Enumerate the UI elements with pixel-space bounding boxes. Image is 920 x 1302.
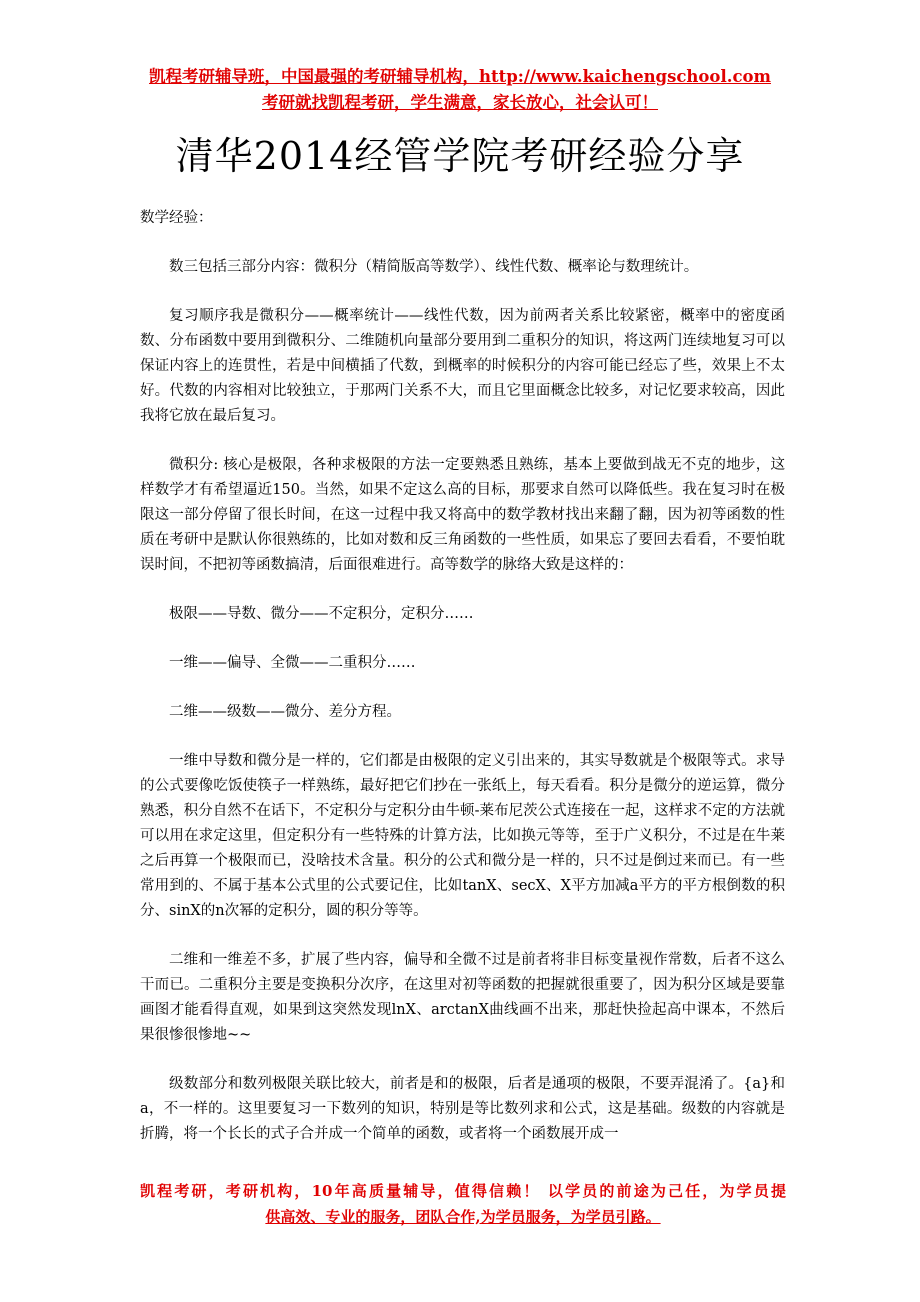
footer-slogan-line-2-text: 供高效、专业的服务，团队合作,为学员服务，为学员引路。	[265, 1208, 661, 1226]
page-footer	[140, 1178, 786, 1230]
footer-slogan-line-2	[140, 1204, 786, 1230]
paragraph-series: 级数部分和数列极限关联比较大，前者是和的极限，后者是通项的极限，不要弄混淆了。{a}和a，不一样的。这里要复习一下数列的知识，特别是等比数列求和公式，这是基础。级数的内容就是折腾，将一个长长的式子合并成一个简单的函数，或者将一个函数展开成一	[140, 1076, 785, 1142]
paragraph-calculus: 微积分: 核心是极限，各种求极限的方法一定要熟悉且熟练，基本上要做到战无不克的地步，这样数学才有希望逼近150。当然，如果不定这么高的目标，那要求自然可以降低些。我在复习时在极限这一部分停留了很长时间，在这一过程中我又将高中的数学教材找出来翻了翻，因为初等函数的性质在考研中是默认你很熟练的，比如对数和反三角函数的一些性质，如果忘了要回去看看，不要怕耽误时间，不把初等函数搞清，后面很难进行。高等数学的脉络大致是这样的：	[140, 457, 785, 573]
header-slogan-line-2: 考研就找凯程考研，学生满意，家长放心，社会认可！	[262, 93, 658, 112]
paragraph-review-order: 复习顺序我是微积分——概率统计——线性代数，因为前两者关系比较紧密，概率中的密度函数、分布函数中要用到微积分、二维随机向量部分要用到二重积分的知识，将这两门连续地复习可以保证内容上的连贯性，若是中间横插了代数，到概率的时候积分的内容可能已经忘了些，效果上不太好。代数的内容相对比较独立，于那两门关系不大，而且它里面概念比较多，对记忆要求较高，因此我将它放在最后复习。	[140, 308, 785, 424]
paragraph-two-dimension: 二维和一维差不多，扩展了些内容，偏导和全微不过是前者将非目标变量视作常数，后者不这么干而已。二重积分主要是变换积分次序，在这里对初等函数的把握就很重要了，因为积分区域是要靠画图才能看得直观，如果到这突然发现lnX、arctanX曲线画不出来，那赶快捡起高中课本，不然后果很惨很惨地~~	[140, 952, 785, 1043]
section-heading-math: 数学经验：	[140, 210, 213, 226]
outline-line-2: 一维——偏导、全微——二重积分……	[169, 655, 416, 671]
paragraph-overview: 数三包括三部分内容：微积分（精简版高等数学）、线性代数、概率论与数理统计。	[169, 259, 699, 275]
paragraph-one-dimension: 一维中导数和微分是一样的，它们都是由极限的定义引出来的，其实导数就是个极限等式。求导的公式要像吃饭使筷子一样熟练，最好把它们抄在一张纸上，每天看看。积分是微分的逆运算，微分熟悉，积分自然不在话下，不定积分与定积分由牛顿-莱布尼茨公式连接在一起，这样求不定的方法就可以用在求定这里，但定积分有一些特殊的计算方法，比如换元等等，至于广义积分，不过是在牛莱之后再算一个极限而已，没啥技术含量。积分的公式和微分是一样的，只不过是倒过来而已。有一些常用到的、不属于基本公式里的公式要记住，比如tanX、secX、X平方加减a平方的平方根倒数的积分、sinX的n次幂的定积分，圆的积分等等。	[140, 753, 785, 919]
outline-line-1: 极限——导数、微分——不定积分，定积分……	[169, 606, 474, 622]
outline-line-3: 二维——级数——微分、差分方程。	[169, 704, 401, 720]
article-body	[140, 206, 785, 1147]
header-slogan-line-1[interactable]: 凯程考研辅导班，中国最强的考研辅导机构，http://www.kaichengschool.com	[149, 67, 771, 86]
footer-slogan-line-1: 凯程考研，考研机构，10年高质量辅导，值得信赖！ 以学员的前途为己任，为学员提	[140, 1182, 786, 1200]
page-header	[0, 64, 920, 116]
page-title: 清华2014经管学院考研经验分享	[175, 134, 745, 178]
